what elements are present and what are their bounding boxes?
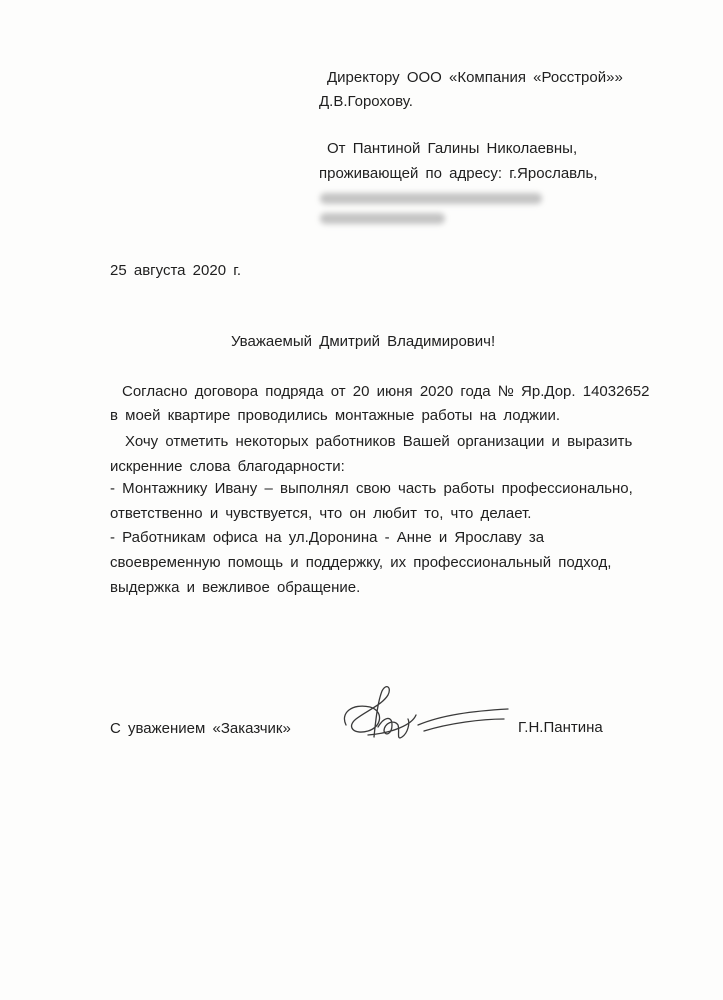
- signer-name: Г.Н.Пантина: [518, 719, 603, 736]
- body-line: - Монтажнику Ивану – выполнял свою часть работы профессионально,: [110, 480, 633, 497]
- salutation: Уважаемый Дмитрий Владимирович!: [231, 333, 496, 350]
- sender-line-1: От Пантиной Галины Николаевны,: [327, 140, 578, 157]
- body-line: в моей квартире проводились монтажные работы на лоджии.: [110, 407, 561, 424]
- sender-line-2: проживающей по адресу: г.Ярославль,: [319, 165, 598, 182]
- body-line: Хочу отметить некоторых работников Вашей организации и выразить: [125, 433, 633, 450]
- closing-regards: С уважением «Заказчик»: [110, 720, 291, 737]
- body-line: выдержка и вежливое обращение.: [110, 579, 361, 596]
- body-line: ответственно и чувствуется, что он любит то, что делает.: [110, 505, 532, 522]
- redacted-address-line-2: [320, 213, 445, 224]
- letter-date: 25 августа 2020 г.: [110, 262, 242, 279]
- body-line: - Работникам офиса на ул.Доронина - Анне и Ярославу за: [110, 529, 545, 546]
- recipient-line-2: Д.В.Горохову.: [319, 93, 413, 110]
- body-line: искренние слова благодарности:: [110, 458, 345, 475]
- body-line: своевременную помощь и поддержку, их профессиональный подход,: [110, 554, 612, 571]
- body-line: Согласно договора подряда от 20 июня 2020 года № Яр.Дор. 14032652: [122, 383, 650, 400]
- handwritten-signature: [332, 675, 512, 755]
- redacted-address-line-1: [320, 193, 542, 204]
- recipient-line-1: Директору ООО «Компания «Росстрой»»: [327, 69, 623, 86]
